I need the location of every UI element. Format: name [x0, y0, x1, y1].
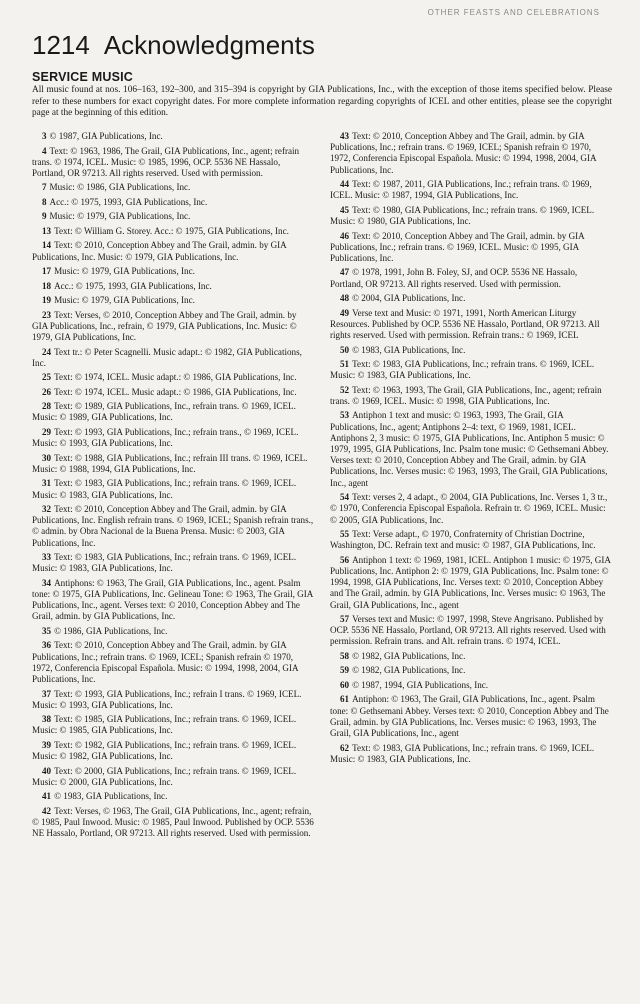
entry-number: 50 [340, 344, 350, 355]
entry-number: 47 [340, 267, 350, 278]
acknowledgment-entry [32, 740, 314, 762]
entry-number: 44 [340, 179, 350, 190]
entry-text: Text: © 1983, GIA Publications, Inc.; refrain trans. © 1969, ICEL. Music: © 1983, GIA Publications, Inc. [32, 552, 297, 574]
acknowledgment-entry [330, 410, 612, 488]
acknowledgment-entry [32, 640, 314, 685]
entry-number: 13 [42, 225, 52, 236]
entry-number: 4 [42, 145, 47, 156]
acknowledgment-entry [32, 387, 314, 398]
entry-text: Text: Verse adapt., © 1970, Confraternity of Christian Doctrine, Washington, DC. Refrain text and music: © 1987, GIA Publications, Inc. [330, 529, 596, 551]
entry-number: 3 [42, 131, 47, 141]
entry-number: 54 [340, 492, 350, 503]
entry-text: Music: © 1979, GIA Publications, Inc. [54, 295, 195, 306]
entry-text: Text: © 1993, GIA Publications, Inc.; refrain I trans. © 1969, ICEL. Music: © 1993, GIA Publications, Inc. [32, 688, 302, 710]
entry-number: 53 [340, 410, 350, 421]
entry-number: 42 [42, 805, 52, 816]
entry-text: Text: © William G. Storey. Acc.: © 1975, GIA Publications, Inc. [54, 225, 289, 236]
entry-text: Text: © 1993, GIA Publications, Inc.; refrain trans., © 1969, ICEL. Music: © 1993, GIA Publications, Inc. [32, 426, 299, 449]
acknowledgment-entry [330, 345, 612, 356]
entry-number: 61 [340, 694, 350, 705]
entry-number: 30 [42, 452, 52, 463]
acknowledgment-entry [32, 791, 314, 802]
acknowledgment-entry [32, 626, 314, 637]
entry-text: Text: © 1963, 1993, The Grail, GIA Publications, Inc., agent; refrain trans. © 1969, ICEL. Music: © 1998, GIA Publications, Inc. [330, 384, 602, 406]
acknowledgment-entry [32, 197, 314, 208]
entry-text: Text: © 2010, Conception Abbey and The Grail, admin. by GIA Publications, Inc. Music: © 1979, GIA Publications, Inc. [32, 240, 287, 262]
acknowledgment-entry [330, 293, 612, 304]
entry-number: 37 [42, 688, 52, 699]
entry-number: 51 [340, 359, 350, 370]
acknowledgment-entry [330, 680, 612, 691]
entry-number: 17 [42, 266, 52, 277]
acknowledgment-entry [32, 131, 314, 142]
entry-text: Text: © 1982, GIA Publications, Inc.; refrain trans. © 1969, ICEL. Music: © 1982, GIA Publications, Inc. [32, 739, 297, 762]
acknowledgment-entry [330, 231, 612, 265]
entry-number: 45 [340, 204, 350, 215]
acknowledgment-entry [330, 614, 612, 648]
entry-number: 24 [42, 346, 52, 357]
acknowledgment-entry [32, 714, 314, 736]
entry-number: 9 [42, 211, 47, 222]
acknowledgment-entry [32, 310, 314, 344]
entry-text: Text: © 2000, GIA Publications, Inc.; refrain trans. © 1969, ICEL. Music: © 2000, GIA Publications, Inc. [32, 765, 297, 787]
entry-number: 36 [42, 640, 52, 651]
acknowledgment-entry [330, 529, 612, 551]
entry-number: 35 [42, 625, 52, 636]
entry-text: Acc.: © 1975, 1993, GIA Publications, Inc. [49, 196, 208, 207]
entry-text: Text: Verses, © 2010, Conception Abbey and The Grail, admin. by GIA Publications, Inc., refrain, © 1979, GIA Publications, Inc. Music: © 1979, GIA Publications, Inc. [32, 309, 297, 343]
entry-text: © 2004, GIA Publications, Inc. [352, 293, 466, 304]
acknowledgment-entry [330, 492, 612, 526]
entry-number: 46 [340, 230, 350, 241]
page-header [32, 30, 612, 61]
entry-number: 40 [42, 765, 52, 776]
acknowledgment-entry [330, 267, 612, 289]
entry-number: 43 [340, 131, 350, 141]
acknowledgment-entry [32, 211, 314, 222]
acknowledgment-entry [32, 347, 314, 369]
entry-text: © 1987, 1994, GIA Publications, Inc. [352, 679, 489, 690]
acknowledgment-entry [32, 504, 314, 549]
entry-number: 19 [42, 295, 52, 306]
acknowledgment-entry [32, 146, 314, 180]
entry-number: 8 [42, 196, 47, 207]
acknowledgment-entry [32, 240, 314, 262]
entry-number: 18 [42, 280, 52, 291]
acknowledgment-entry [32, 182, 314, 193]
entry-number: 33 [42, 552, 52, 563]
acknowledgment-entry [330, 131, 612, 176]
acknowledgment-entry [32, 578, 314, 623]
entry-number: 58 [340, 650, 350, 661]
entry-text: Text: © 1974, ICEL. Music adapt.: © 1986, GIA Publications, Inc. [54, 386, 297, 397]
entry-text: Text: © 1987, 2011, GIA Publications, Inc.; refrain trans. © 1969, ICEL. Music: © 1987, 1994, GIA Publications, Inc. [330, 179, 592, 201]
entry-number: 57 [340, 614, 350, 625]
acknowledgment-entry [330, 308, 612, 342]
acknowledgment-entry [32, 372, 314, 383]
right-column [330, 131, 612, 990]
entry-text: Text: © 1980, GIA Publications, Inc.; refrain trans. © 1969, ICEL. Music: © 1980, GIA Publications, Inc. [330, 204, 595, 227]
acknowledgment-entry [32, 226, 314, 237]
entry-text: © 1987, GIA Publications, Inc. [49, 131, 163, 141]
page-title: Acknowledgments [103, 30, 315, 60]
entry-text: Music: © 1986, GIA Publications, Inc. [49, 182, 191, 193]
entry-text: © 1986, GIA Publications, Inc. [54, 625, 168, 636]
entry-text: © 1983, GIA Publications, Inc. [54, 791, 168, 802]
entry-number: 59 [340, 665, 350, 676]
entry-text: Text: verses 2, 4 adapt., © 2004, GIA Publications, Inc. Verses 1, 3 tr., © 1970, Conferencia Episcopal Española. Refrain tr. © 1969, ICEL. Music: © 2005, GIA Publications, Inc. [330, 492, 608, 525]
entry-text: Text: © 1963, 1986, The Grail, GIA Publications, Inc., agent; refrain trans. © 1974, ICEL. Music: © 1985, 1996, OCP. 5536 NE Hassalo, Portland, OR 97213. All rights reserved. Used with permission. [32, 145, 300, 178]
entry-text: © 1983, GIA Publications, Inc. [352, 344, 466, 355]
acknowledgment-entry [330, 743, 612, 765]
entry-text: Acc.: © 1975, 1993, GIA Publications, Inc. [54, 280, 212, 291]
entry-number: 41 [42, 791, 52, 802]
acknowledgment-entry [330, 555, 612, 611]
acknowledgment-entry [330, 665, 612, 676]
entry-text: Text: © 1983, GIA Publications, Inc.; refrain trans. © 1969, ICEL. Music: © 1983, GIA Publications, Inc. [330, 742, 595, 764]
entry-text: Antiphons: © 1963, The Grail, GIA Publications, Inc., agent. Psalm tone: © 1975, GIA Publications, Inc. Gelineau Tone: © 1963, The Grail, GIA Publications, Inc., agent. Verses text: © 2010, Conception Abbey and The Grail, admin. by GIA Publications, Inc. [32, 577, 313, 622]
entry-number: 60 [340, 679, 350, 690]
entry-text: © 1978, 1991, John B. Foley, SJ, and OCP. 5536 NE Hassalo, Portland, OR 97213. All rights reserved. Used with permission. [330, 267, 578, 289]
entry-number: 29 [42, 426, 52, 437]
entry-number: 31 [42, 478, 52, 489]
section-heading: SERVICE MUSIC [32, 70, 134, 84]
entry-number: 14 [42, 240, 52, 251]
left-column [32, 131, 314, 990]
entry-text: Text: Verses, © 1963, The Grail, GIA Publications, Inc., agent; refrain, © 1985, Paul Inwood. Music: © 1985, Paul Inwood. Published by OCP. 5536 NE Hassalo, Portland, OR 97213. All rights reserved. Used with permission. [32, 805, 314, 839]
entry-text: Verses text and Music: © 1997, 1998, Steve Angrisano. Published by OCP. 5536 NE Hassalo, Portland, OR 97213. All rights reserved. Used with permission. Refrain trans. and Alt. refrain trans. © 1974, ICEL. [330, 614, 606, 647]
entry-text: Text: © 2010, Conception Abbey and The Grail, admin. by GIA Publications, Inc. English refrain trans. © 1969, ICEL; Spanish refrain trans., © admin. by Obra Nacional de la Buena Prensa. Music: © 2003, GIA Publications, Inc. [32, 504, 314, 548]
acknowledgment-entry [330, 385, 612, 407]
entry-text: Antiphon 1 text: © 1969, 1981, ICEL. Antiphon 1 music: © 1975, GIA Publications, Inc. Antiphon 2: © 1979, GIA Publications, Inc. Psalm tone: © 1994, 1998, GIA Publications, Inc. Verses text: © 2010, Conception Abbey and The Grail, admin. by GIA Publications, Inc. Verses music: © 1963, The Grail, GIA Publications, Inc., agent [330, 554, 611, 610]
acknowledgment-entry [330, 179, 612, 201]
acknowledgment-entry [32, 427, 314, 449]
acknowledgment-entry [32, 766, 314, 788]
acknowledgment-entry [32, 295, 314, 306]
acknowledgment-columns [32, 131, 612, 990]
entry-text: Verse text and Music: © 1971, 1991, North American Liturgy Resources. Published by OCP. 5536 NE Hassalo, Portland, OR 97213. All rights reserved. Used with permission. Refrain trans.: © 1969, ICEL [330, 307, 600, 341]
entry-number: 56 [340, 554, 350, 565]
entry-text: Text: © 2010, Conception Abbey and The Grail, admin. by GIA Publications, Inc.; refrain trans. © 1969, ICEL. Music: © 1995, GIA Publications, Inc. [330, 230, 585, 263]
entry-number: 7 [42, 182, 47, 193]
entry-number: 38 [42, 714, 52, 725]
entry-text: Text: © 1988, GIA Publications, Inc.; refrain III trans. © 1969, ICEL. Music: © 1988, 1994, GIA Publications, Inc. [32, 452, 308, 474]
entry-text: Text: © 1985, GIA Publications, Inc.; refrain trans. © 1969, ICEL. Music: © 1985, GIA Publications, Inc. [32, 714, 297, 736]
entry-number: 25 [42, 372, 52, 383]
running-head: OTHER FEASTS AND CELEBRATIONS [427, 8, 600, 17]
entry-number: 48 [340, 293, 350, 304]
acknowledgment-entry [32, 401, 314, 423]
acknowledgment-entry [330, 359, 612, 381]
acknowledgment-entry [32, 266, 314, 277]
entry-number: 28 [42, 401, 52, 412]
acknowledgment-entry [330, 694, 612, 739]
entry-number: 55 [340, 529, 350, 540]
acknowledgment-entry [32, 478, 314, 500]
acknowledgment-entry [32, 689, 314, 711]
entry-text: Text: © 2010, Conception Abbey and The Grail, admin. by GIA Publications, Inc.; refrain trans. © 1969, ICEL; Spanish refrain © 1970, 1972, Conferencia Episcopal Española. Music: © 1994, 1998, 2004, GIA Publications, Inc. [32, 640, 299, 685]
entry-text: Text tr.: © Peter Scagnelli. Music adapt.: © 1982, GIA Publications, Inc. [32, 346, 302, 368]
acknowledgment-entry [32, 453, 314, 475]
entry-text: Text: © 1983, GIA Publications, Inc.; refrain trans. © 1969, ICEL. Music: © 1983, GIA Publications, Inc. [32, 478, 297, 500]
intro-paragraph: All music found at nos. 106–163, 192–300, and 315–394 is copyright by GIA Publications, Inc., with the exception of those items specified below. Please refer to these numbers for exact copyright dates. For more complete information regarding copyrights of ICEL and other entities, please see the copyright page at the beginning of this edition. [32, 85, 612, 118]
entry-text: Music: © 1979, GIA Publications, Inc. [49, 211, 191, 222]
entry-text: Text: © 1983, GIA Publications, Inc.; refrain trans. © 1969, ICEL. Music: © 1983, GIA Publications, Inc. [330, 359, 595, 381]
entry-text: Antiphon 1 text and music: © 1963, 1993, The Grail, GIA Publications, Inc., agent; Antiphons 2–4: text, © 1969, 1981, ICEL. Antiphons 2, 3 music: © 1975, GIA Publications, Inc. Antiphon 5 music: © 1979, 1995, GIA Publications, Inc. Psalm tone music: © Gethsemani Abbey. Verses text: © 2010, Conception Abbey and The Grail, admin. by GIA Publications, Inc. Verses music: © 1963, 1993, The Grail, GIA Publications, Inc., agent [330, 410, 609, 488]
acknowledgment-entry [32, 552, 314, 574]
entry-number: 39 [42, 739, 52, 750]
acknowledgment-entry [330, 205, 612, 227]
acknowledgment-entry [32, 281, 314, 292]
entry-number: 62 [340, 742, 350, 753]
acknowledgment-entry [330, 651, 612, 662]
entry-text: © 1982, GIA Publications, Inc. [352, 650, 466, 661]
entry-number: 23 [42, 309, 52, 320]
entry-text: Text: © 2010, Conception Abbey and The Grail, admin. by GIA Publications, Inc.; refrain trans. © 1969, ICEL; Spanish refrain © 1970, 1972, Conferencia Episcopal Española. Music: © 1994, 1998, 2004, GIA Publications, Inc. [330, 131, 597, 175]
page-number: 1214 [32, 30, 90, 60]
entry-text: Antiphon: © 1963, The Grail, GIA Publications, Inc., agent. Psalm tone: © Gethsemani Abbey. Verses text: © 2010, Conception Abbey and The Grail, admin. by GIA Publications, Inc. Verses music: © 1963, 1993, The Grail, GIA Publications, Inc., agent [330, 694, 609, 739]
entry-text: Text: © 1974, ICEL. Music adapt.: © 1986, GIA Publications, Inc. [54, 372, 297, 383]
entry-number: 34 [42, 577, 52, 588]
entry-number: 52 [340, 384, 350, 395]
entry-number: 26 [42, 386, 52, 397]
acknowledgment-entry [32, 806, 314, 840]
entry-number: 32 [42, 504, 52, 515]
entry-text: Music: © 1979, GIA Publications, Inc. [54, 266, 195, 277]
entry-text: Text: © 1989, GIA Publications, Inc., refrain trans. © 1969, ICEL. Music: © 1989, GIA Publications, Inc. [32, 401, 296, 423]
entry-number: 49 [340, 307, 350, 318]
entry-text: © 1982, GIA Publications, Inc. [352, 665, 466, 676]
